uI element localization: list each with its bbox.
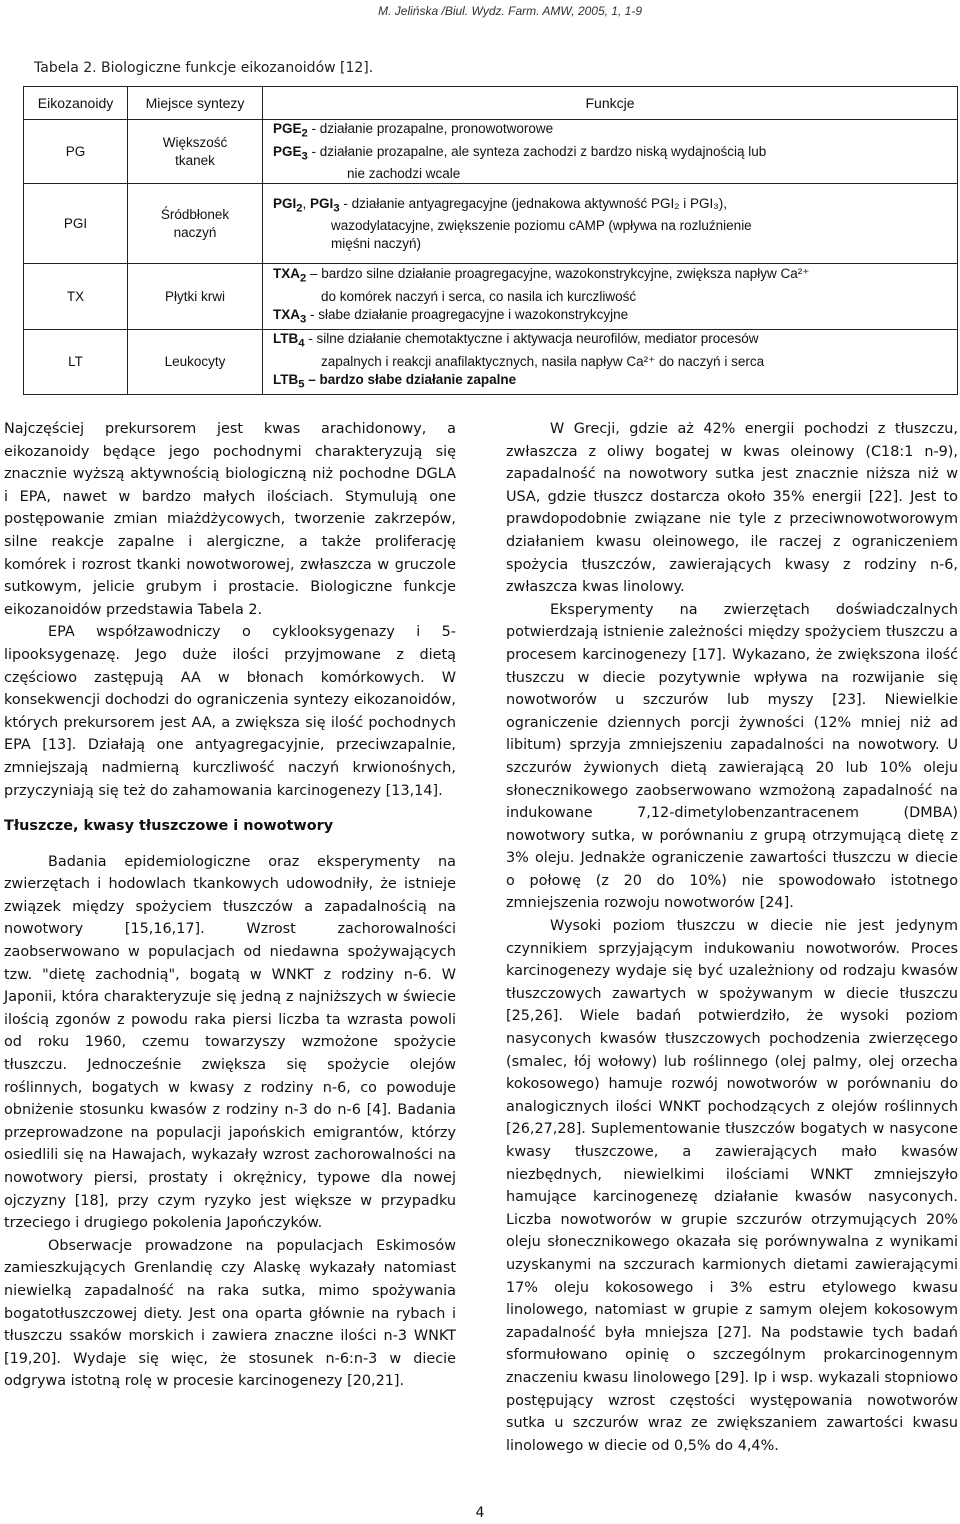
right-column [506, 418, 958, 1457]
eicosanoid-cell: LT [24, 330, 128, 394]
functions-cell [263, 120, 958, 184]
function-line: mięśni naczyń) [331, 236, 422, 252]
paragraph: Wysoki poziom tłuszczu w diecie nie jest jedynym czynnikiem sprzyjającym indukowaniu nowotworów. Proces karcinogenezy wydaje się być uzależniony od rodzaju kwasów tłuszczowych zawartych w spożywanym w diecie tłuszczu [25,26]. Wiele badań potwierdziło, że wysoki poziom nasyconych kwasów tłuszczowych pochodzenia zwierzęcego (smalec, łój wołowy) lub roślinnego (olej palmy, olej orzecha kokosowego) hamuje rozwój nowotworów w porównaniu do analogicznych ilości WNKT pochodzących z olejów roślinnych [26,27,28]. Suplementowanie tłuszczów bogatych w nasycone kwasy tłuszczowe, a zawierających mało kwasów niezbędnych, niewielkimi ilościami WNKT zmniejszyło hamujące karcinogenezę działanie kwasów nasyconych. Liczba nowotworów w grupie szczurów otrzymujących 20% oleju słonecznikowego okazała się porównywalna z wynikami uzyskanymi na szczurach karmionych dietami zawierającymi 17% oleju kokosowego i 3% estru etylowego kwasu linolowego, natomiast w grupie z samym olejem kokosowym zapadalność była mniejsza [27]. Na podstawie tych badań sformułowano opinię o szczególnym prokarcinogennym znaczeniu kwasu linolowego [29]. Ip i wsp. wykazali stopniowo postępujący wzrost częstości występowania nowotworów sutka u szczurów wraz ze zwiększaniem zawartości kwasu linolowego w diecie od 0,5% do 4,4%. [506, 918, 958, 1454]
paragraph: EPA współzawodniczy o cyklooksygenazy i 5-lipooksygenazę. Jego duże ilości przyjmowane z dietą częściowo zastępują AA w błonach komórkowych. W konsekwencji dochodzi do ograniczenia syntezy eikozanoidów, których prekursorem jest AA, a zwiększa się ilość pochodnych EPA [13]. Działają one antyagregacyjnie, przeciwzapalnie, zmniejszają nadmierną kurczliwość naczyń krwionośnych, przyczyniają się też do zahamowania karcinogenezy [13,14]. [4, 624, 456, 799]
table-row-tx [24, 264, 958, 330]
function-line: $LTB_4$ - silne działanie chemotaktyczne i aktywacja neurofilów, mediator procesów [273, 331, 759, 351]
eicosanoid-cell: TX [24, 264, 128, 330]
eicosanoid-functions-table [23, 86, 958, 395]
paragraph: W Grecji, gdzie aż 42% energii pochodzi z tłuszczu, zwłaszcza z oliwy bogatej w kwas oleinowy (C18:1 n-9), zapadalność na nowotwory sutka jest znacznie niższa niż w USA, gdzie tłuszcz dostarcza około 35% energii [22]. Jest to prawdopodobnie związane nie tyle z przeciwnowotworowym działaniem kwasu oleinowego, ile raczej z ograniczeniem spożycia tłuszczów, zawierających kwasy z rodziny n-6, zwłaszcza kwas linolowy. [506, 421, 958, 596]
functions-cell [263, 184, 958, 264]
function-line: $LTB_5$ – bardzo słabe działanie zapalne [273, 372, 517, 391]
header-eicosanoids: Eikozanoidy [24, 87, 128, 120]
synthesis-site-cell: Śródbłonek naczyń [128, 184, 263, 264]
table-header-row [24, 87, 958, 120]
function-line: wazodylatacyjne, zwiększenie poziomu cAMP (wpływa na rozluźnienie [331, 218, 752, 234]
functions-cell [263, 264, 958, 330]
function-line: $PGE_3$ - działanie prozapalne, ale synteza zachodzi z bardzo niską wydajnością lub [273, 143, 767, 163]
table-row-pg [24, 120, 958, 184]
table-row-pgi [24, 184, 958, 264]
paragraph: Obserwacje prowadzone na populacjach Eskimosów zamieszkujących Grenlandię czy Alaskę wykazały natomiast niewielką zapadalność na raka sutka, mimo spożywania bogatotłuszczowej diety. Jest ona oparta głównie na rybach i tłuszczu ssaków morskich i zawiera znaczne ilości n-3 WNKT [19,20]. Wydaje się więc, że stosunek n-6:n-3 w diecie odgrywa istotną rolę w procesie karcinogenezy [20,21]. [4, 1237, 456, 1390]
synthesis-site-cell: Leukocyty [128, 330, 263, 394]
synthesis-site-cell: Większość tkanek [128, 120, 263, 184]
functions-cell [263, 330, 958, 394]
function-line: $TXA_2$ – bardzo silne działanie proagregacyjne, wazokonstrykcyjne, zwiększa napływ Ca²⁺ [273, 266, 810, 285]
eicosanoid-cell: PGI [24, 184, 128, 264]
left-column [4, 418, 456, 1393]
section-heading: Tłuszcze, kwasy tłuszczowe i nowotwory [4, 818, 334, 835]
eicosanoid-cell: PG [24, 120, 128, 184]
function-line: do komórek naczyń i serca, co nasila ich kurczliwość [321, 288, 637, 304]
page-number: 4 [475, 1505, 485, 1521]
table-caption: Tabela 2. Biologiczne funkcje eikozanoidów [12]. [34, 60, 374, 76]
table-row-lt [24, 330, 958, 394]
paragraph: Badania epidemiologiczne oraz eksperymenty na zwierzętach i hodowlach tkankowych udowodniły, że istnieje związek między spożyciem tłuszczów a zapadalnością na nowotwory [15,16,17]. Wzrost zachorowalności zaobserwowano w populacjach od niedawna spożywających tzw. "dietę zachodnią", bogatą w WNKT z rodziny n-6. W Japonii, która charakteryzuje się jedną z najniższych w świecie ilością zgonów z powodu raka piersi liczba ta wzrasta powoli od roku 1960, czemu towarzyszy wzmożone spożycie tłuszczu. Jednocześnie zwiększa się spożycie olejów roślinnych, bogatych w kwasy z rodziny n-6, co powoduje obniżenie stosunku kwasów z rodziny n-3 do n-6 [4]. Badania przeprowadzone na populacji japońskich emigrantów, którzy osiedlili się na Hawajach, wykazały wzrost zachorowalności na nowotwory piersi, prostaty i okrężnicy, typowe dla nowej ojczyzny [18], przy czym ryzyko jest większe w przypadku trzeciego i drugiego pokolenia Japończyków. [4, 853, 456, 1232]
function-line: $TXA_3$ - słabe działanie proagregacyjne i wazokonstrykcyjne [273, 306, 629, 326]
paragraph: Najczęściej prekursorem jest kwas arachidonowy, a eikozanoidy będące jego pochodnymi charakteryzują się znacznie wyższą aktywnością biologiczną niż pochodne DGLA i EPA, nawet w bardzo małych ilościach. Stymulują one postępowanie zmian miażdżycowych, tworzenie zakrzepów, silne reakcje zapalne i alergiczne, a także proliferację komórek i rozrost tkanki nowotworowej, zwłaszcza w gruczole sutkowym, jelicie grubym i prostacie. Biologiczne funkcje eikozanoidów przedstawia Tabela 2. [4, 421, 456, 618]
paragraph: Eksperymenty na zwierzętach doświadczalnych potwierdzają istnienie zależności między spożyciem tłuszczu a procesem karcinogenezy [17]. Wykazano, że zwiększona ilość tłuszczu w diecie pozytywnie wpływa na rozwijanie się nowotworów u szczurów lub myszy [23]. Niewielkie ograniczenie dziennych porcji żywności (12% mniej niż ad libitum) sprzyja zmniejszeniu zapadalności na nowotwory. U szczurów żywionych dietą zawierającą 20 lub 10% oleju słonecznikowego zaobserwowano wzmożoną zapadalność na indukowane 7,12-dimetylobenzantracenem (DMBA) nowotwory sutka, w porównaniu z grupą otrzymującą dietę z 3% oleju. Jednakże ograniczenie zawartości tłuszczu w diecie o połowę (z 20 do 10%) nie spowodowało istotnego zmniejszenia rozwoju nowotworów [24]. [506, 601, 958, 912]
header-functions: Funkcje [263, 87, 958, 120]
function-line: $PGE_2$ - działanie prozapalne, pronowotworowe [273, 121, 554, 140]
synthesis-site-cell: Płytki krwi [128, 264, 263, 330]
journal-header: M. Jelińska /Biul. Wydz. Farm. AMW, 2005, 1, 1-9 [378, 4, 642, 18]
function-line: zapalnych i reakcji anafilaktycznych, nasila napływ Ca²⁺ do naczyń i serca [321, 354, 765, 370]
function-line: $PGI_2$, $PGI_3$ - działanie antyagregacyjne (jednakowa aktywność PGI₂ i PGI₃), [273, 195, 727, 215]
header-synthesis-site: Miejsce syntezy [128, 87, 263, 120]
function-line: nie zachodzi wcale [347, 166, 461, 182]
